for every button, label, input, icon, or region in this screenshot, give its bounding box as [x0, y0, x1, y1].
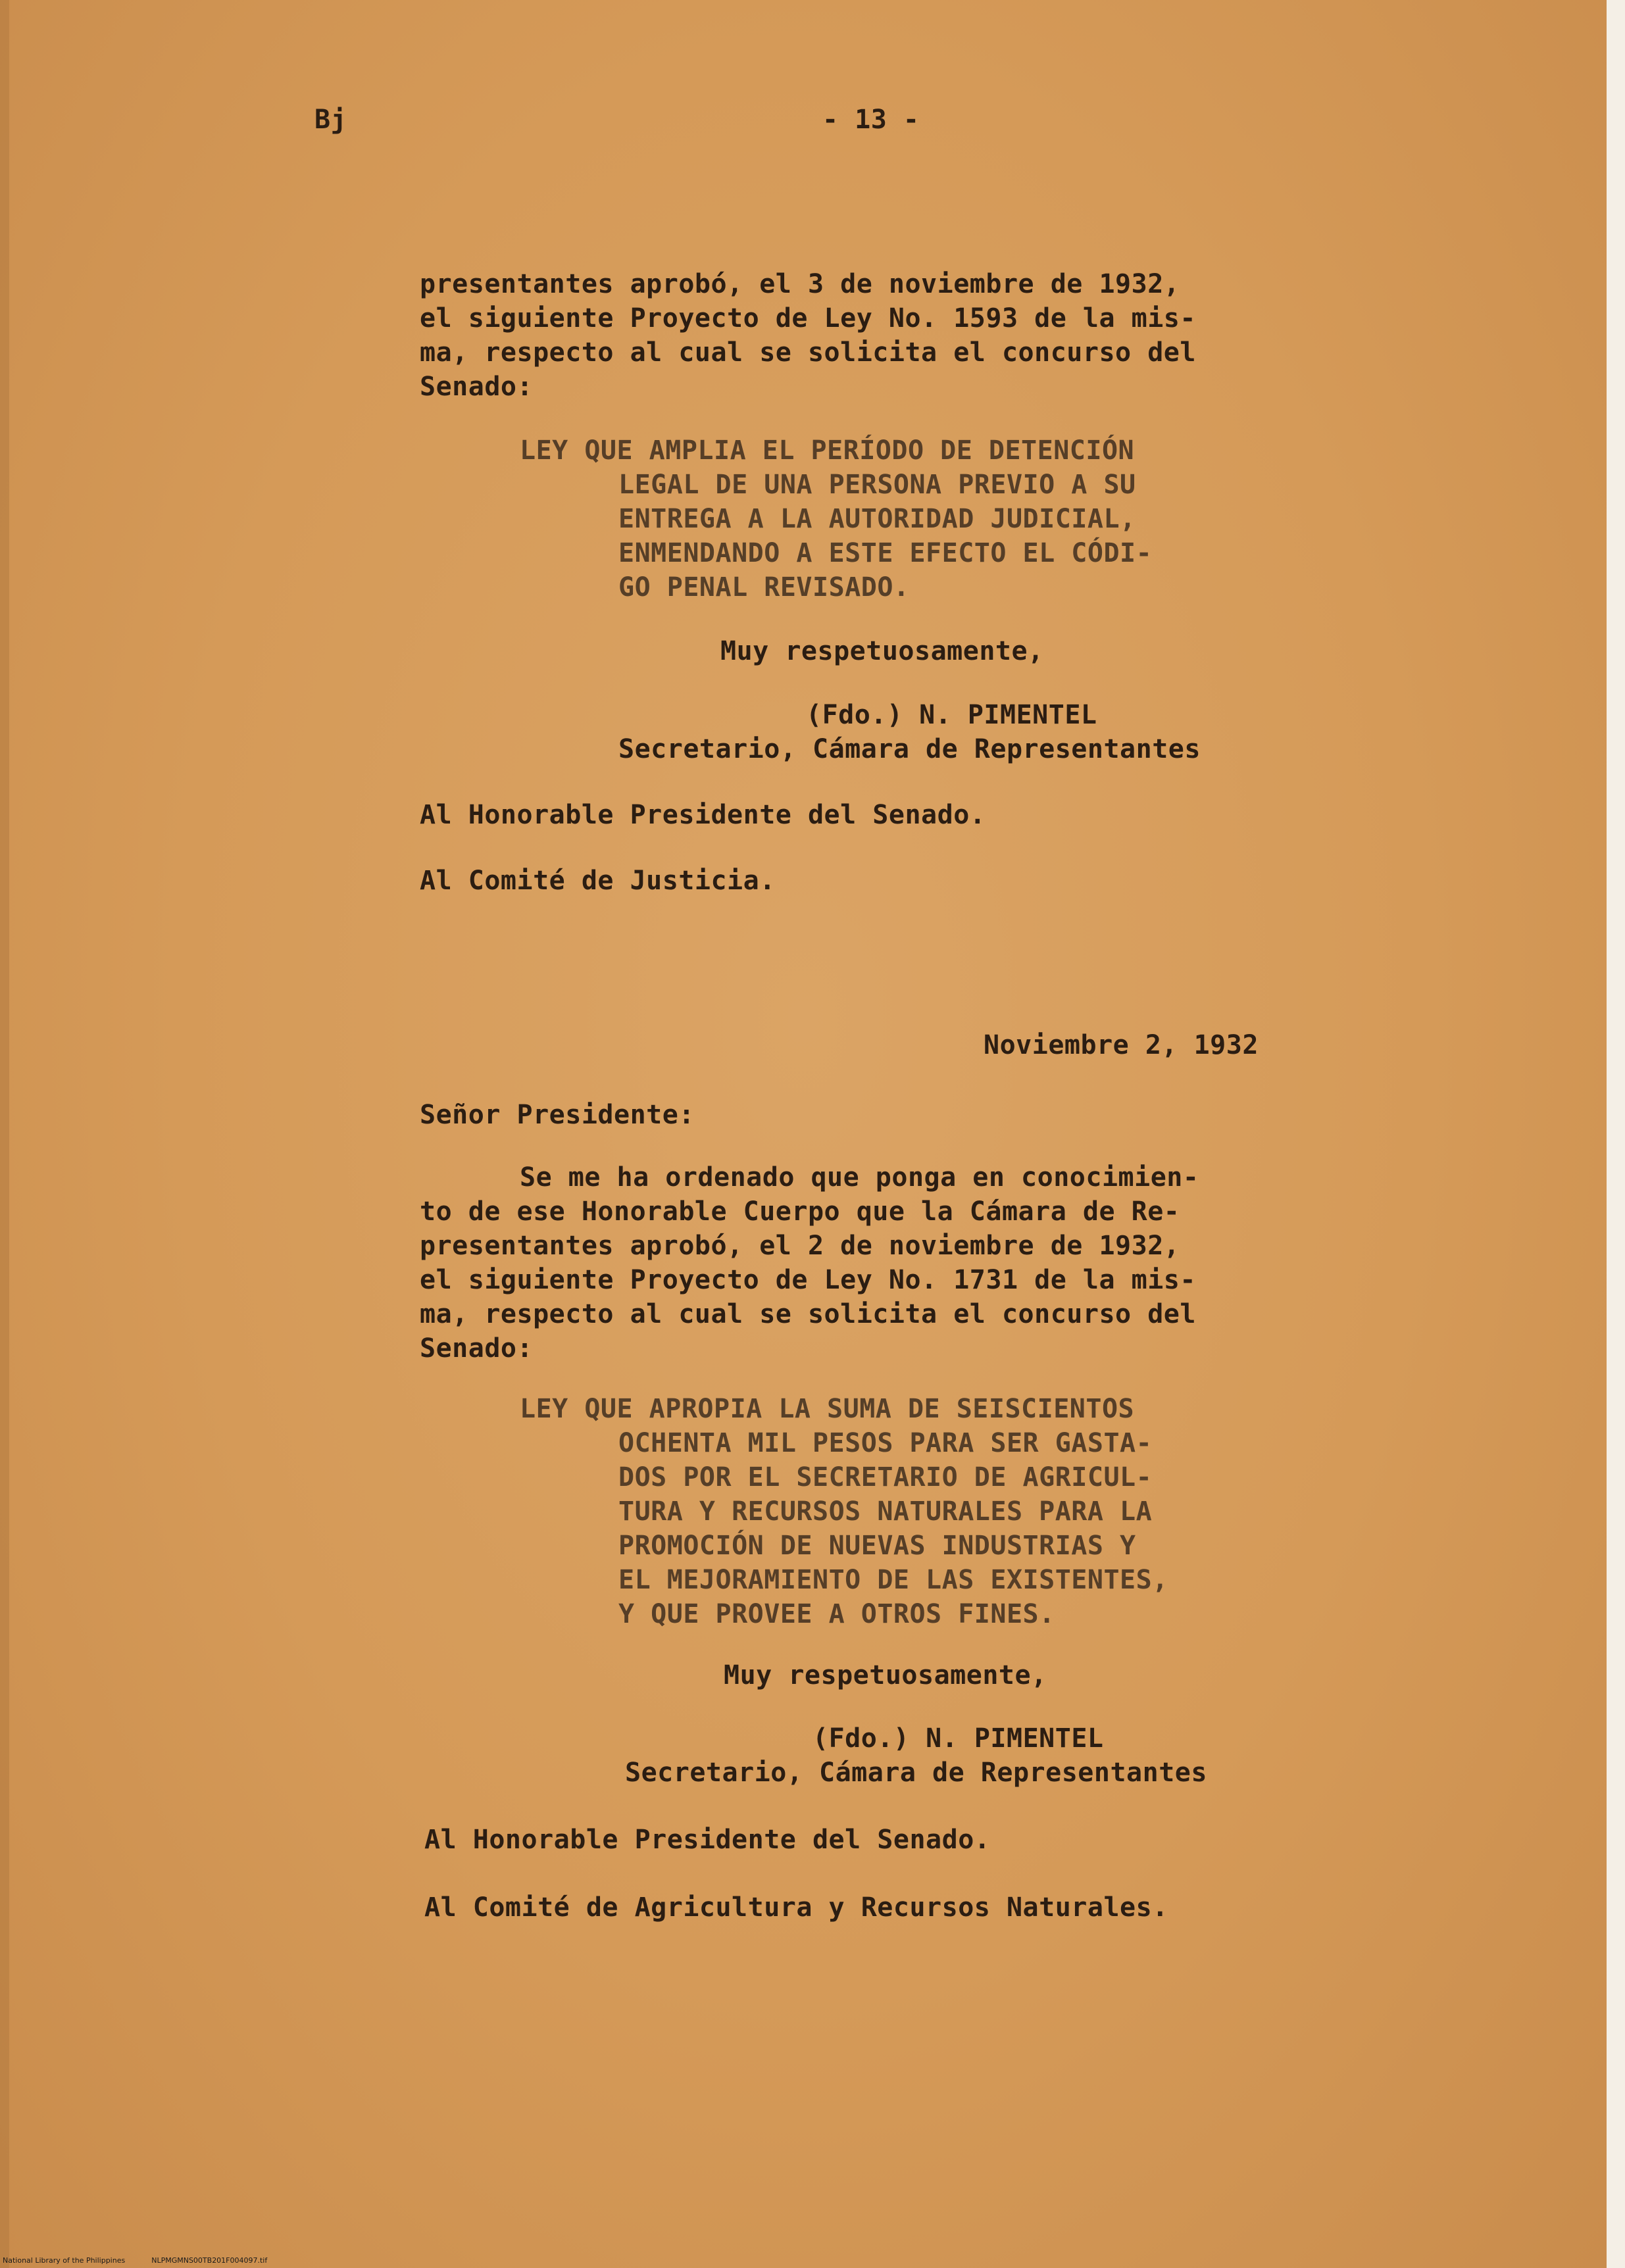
archive-footer: [0, 2253, 1607, 2268]
file-id: NLPMGMNS00TB201F004097.tif: [151, 2256, 268, 2265]
bill-title-line: LEY QUE AMPLIA EL PERÍODO DE DETENCIÓN: [520, 435, 1135, 466]
addressee: Al Honorable Presidente del Senado.: [420, 800, 986, 830]
archive-label: National Library of the Philippines: [3, 2256, 126, 2265]
bill-title-line: EL MEJORAMIENTO DE LAS EXISTENTES,: [618, 1565, 1168, 1595]
bill-title-line: LEY QUE APROPIA LA SUMA DE SEISCIENTOS: [520, 1394, 1135, 1424]
scan-border: [1607, 0, 1625, 2268]
bill-title-line: TURA Y RECURSOS NATURALES PARA LA: [618, 1496, 1153, 1527]
bill-title-line: ENMENDANDO A ESTE EFECTO EL CÓDI-: [618, 538, 1153, 568]
bill-title-line: PROMOCIÓN DE NUEVAS INDUSTRIAS Y: [618, 1531, 1136, 1561]
body-line: el siguiente Proyecto de Ley No. 1593 de la mis-: [420, 303, 1196, 333]
bill-title-line: GO PENAL REVISADO.: [618, 572, 910, 603]
signature: (Fdo.) N. PIMENTEL: [806, 700, 1097, 730]
body-line: Se me ha ordenado que ponga en conocimien-: [520, 1162, 1199, 1193]
bill-title-line: OCHENTA MIL PESOS PARA SER GASTA-: [618, 1428, 1153, 1458]
salutation: Señor Presidente:: [420, 1100, 695, 1130]
signature: (Fdo.) N. PIMENTEL: [813, 1723, 1104, 1754]
committee-referral: Al Comité de Justicia.: [420, 866, 776, 896]
bill-title-line: DOS POR EL SECRETARIO DE AGRICUL-: [618, 1462, 1153, 1492]
bill-title-line: LEGAL DE UNA PERSONA PREVIO A SU: [618, 470, 1136, 500]
page-number: - 13 -: [822, 105, 920, 135]
bill-title-line: ENTREGA A LA AUTORIDAD JUDICIAL,: [618, 504, 1136, 534]
body-line: Senado:: [420, 372, 534, 402]
page-edge-shadow: [0, 0, 9, 2268]
bill-title-line: Y QUE PROVEE A OTROS FINES.: [618, 1599, 1055, 1629]
closing: Muy respetuosamente,: [724, 1660, 1047, 1690]
letter-date: Noviembre 2, 1932: [984, 1030, 1259, 1060]
body-line: presentantes aprobó, el 2 de noviembre de 1932,: [420, 1231, 1180, 1261]
signatory-title: Secretario, Cámara de Representantes: [625, 1758, 1207, 1788]
header-initials: Bj: [314, 105, 347, 135]
closing: Muy respetuosamente,: [720, 636, 1044, 666]
addressee: Al Honorable Presidente del Senado.: [424, 1825, 991, 1855]
committee-referral: Al Comité de Agricultura y Recursos Naturales.: [424, 1892, 1168, 1923]
body-line: to de ese Honorable Cuerpo que la Cámara de Re-: [420, 1196, 1180, 1227]
signatory-title: Secretario, Cámara de Representantes: [618, 734, 1201, 764]
body-line: Senado:: [420, 1333, 534, 1364]
body-line: presentantes aprobó, el 3 de noviembre de 1932,: [420, 269, 1180, 299]
body-line: el siguiente Proyecto de Ley No. 1731 de la mis-: [420, 1265, 1196, 1295]
body-line: ma, respecto al cual se solicita el concurso del: [420, 337, 1196, 368]
body-line: ma, respecto al cual se solicita el concurso del: [420, 1299, 1196, 1329]
